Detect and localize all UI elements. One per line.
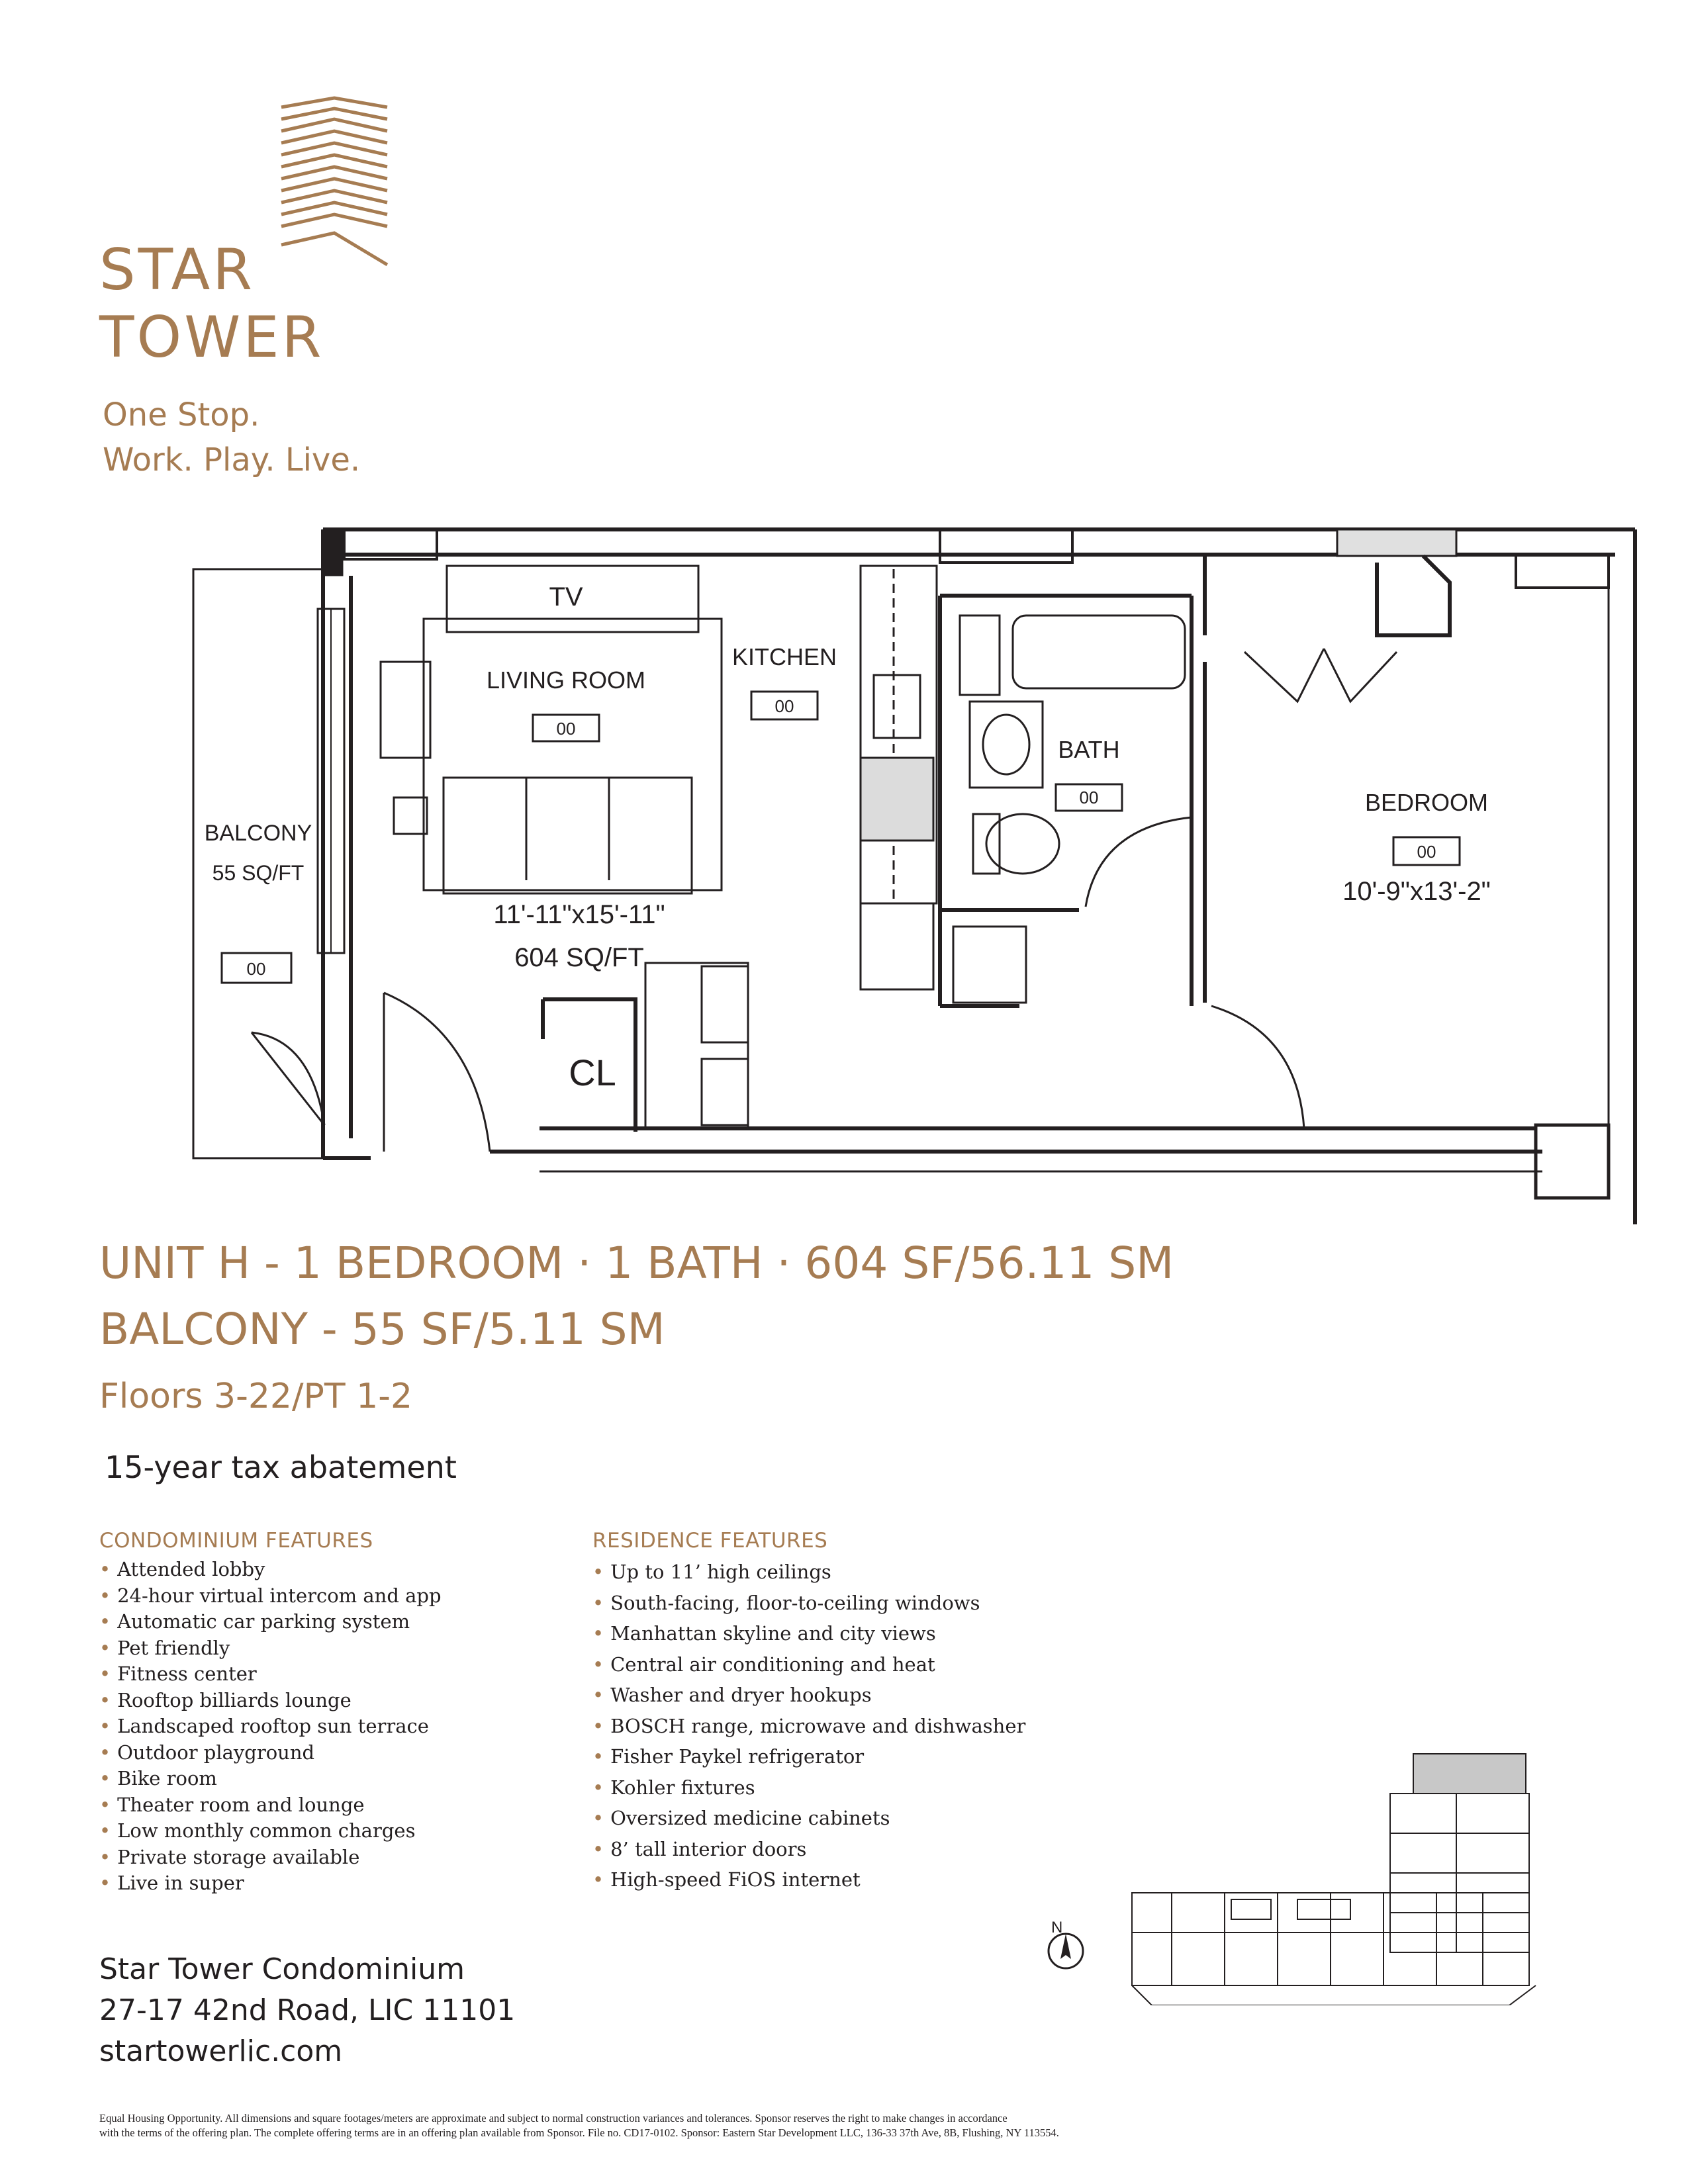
feature-item (592, 1772, 1025, 1803)
feature-item (592, 1711, 1025, 1742)
bath-code: 00 (1079, 788, 1099, 807)
residence-features-list (592, 1557, 1025, 1895)
feature-item (99, 1661, 442, 1688)
bullet-icon: • (99, 1715, 111, 1737)
balcony-code: 00 (246, 959, 266, 979)
bullet-icon: • (592, 1807, 604, 1829)
bullet-icon: • (592, 1745, 604, 1768)
feature-text: 24-hour virtual intercom and app (117, 1584, 442, 1607)
living-room-label: LIVING ROOM (486, 666, 646, 694)
brand-name-line1: STAR (99, 237, 256, 303)
unit-balcony: BALCONY - 55 SF/5.11 SM (99, 1304, 665, 1355)
address-name: Star Tower Condominium (99, 1952, 465, 1986)
feature-text: Private storage available (117, 1845, 360, 1868)
feature-item (592, 1588, 1025, 1619)
interior-walls (543, 555, 1450, 1132)
feature-text: Washer and dryer hookups (610, 1684, 872, 1706)
website-link[interactable]: startowerlic.com (99, 2034, 343, 2068)
bullet-icon: • (592, 1837, 604, 1860)
bullet-icon: • (592, 1591, 604, 1614)
condominium-features-title: CONDOMINIUM FEATURES (99, 1529, 373, 1553)
bullet-icon: • (99, 1688, 111, 1711)
feature-text: Central air conditioning and heat (610, 1653, 935, 1676)
disclaimer-line1: Equal Housing Opportunity. All dimensions and square footages/meters are approximate and subject to normal construction variances and tolerances. Sponsor reserves the right to make changes in accordance (99, 2112, 1008, 2124)
disclaimer-line2: with the terms of the offering plan. The complete offering terms are in an offering plan available from Sponsor. File no. CD17-0102. Sponsor: Eastern Star Development LLC, 136-33 37th Ave, 8B, Flushing, NY 113554. (99, 2126, 1059, 2139)
closet-label: CL (569, 1052, 616, 1093)
unit-title: UNIT H - 1 BEDROOM · 1 BATH · 604 SF/56.11 SM (99, 1238, 1174, 1289)
living-room-area: 604 SQ/FT (514, 943, 644, 972)
feature-text: Pet friendly (117, 1636, 230, 1659)
feature-item (592, 1864, 1025, 1895)
bullet-icon: • (99, 1767, 111, 1790)
unit-floors: Floors 3-22/PT 1-2 (99, 1377, 413, 1416)
feature-item (99, 1688, 442, 1714)
feature-item (592, 1618, 1025, 1649)
brand-name-line2: TOWER (99, 304, 324, 371)
bath-label: BATH (1058, 736, 1120, 763)
feature-text: Attended lobby (117, 1558, 265, 1580)
feature-text: Landscaped rooftop sun terrace (117, 1715, 429, 1737)
feature-item (99, 1557, 442, 1583)
bullet-icon: • (99, 1636, 111, 1659)
tv-label: TV (549, 582, 583, 612)
bullet-icon: • (99, 1584, 111, 1607)
feature-item (592, 1557, 1025, 1588)
disclaimer (99, 2111, 1622, 2140)
feature-text: Automatic car parking system (117, 1610, 410, 1633)
feature-text: Live in super (117, 1872, 244, 1894)
kitchen-code: 00 (774, 696, 794, 716)
bullet-icon: • (99, 1741, 111, 1764)
feature-text: Outdoor playground (117, 1741, 315, 1764)
tax-abatement: 15-year tax abatement (105, 1449, 457, 1485)
feature-text: South-facing, floor-to-ceiling windows (610, 1591, 980, 1614)
bedroom-label: BEDROOM (1364, 789, 1489, 816)
feature-text: Manhattan skyline and city views (610, 1622, 936, 1645)
bullet-icon: • (99, 1558, 111, 1580)
bullet-icon: • (592, 1561, 604, 1583)
feature-text: Fisher Paykel refrigerator (610, 1745, 865, 1768)
feature-text: BOSCH range, microwave and dishwasher (610, 1714, 1026, 1737)
feature-item (592, 1649, 1025, 1680)
feature-item (592, 1803, 1025, 1834)
key-plan (1033, 1741, 1602, 2005)
balcony-label: BALCONY (204, 821, 312, 846)
bullet-icon: • (99, 1662, 111, 1685)
bullet-icon: • (99, 1872, 111, 1894)
feature-item (99, 1740, 442, 1766)
feature-item (99, 1713, 442, 1740)
condominium-features-list (99, 1557, 442, 1897)
bullet-icon: • (592, 1868, 604, 1891)
bullet-icon: • (592, 1684, 604, 1706)
feature-text: Low monthly common charges (117, 1819, 416, 1842)
bath-fixtures (953, 615, 1185, 1003)
feature-item (99, 1818, 442, 1844)
feature-item (592, 1834, 1025, 1865)
feature-text: Up to 11’ high ceilings (610, 1561, 831, 1583)
kitchen-counters (861, 566, 937, 989)
bullet-icon: • (592, 1653, 604, 1676)
feature-text: Oversized medicine cabinets (610, 1807, 890, 1829)
feature-item (99, 1792, 442, 1819)
tagline-line2: Work. Play. Live. (103, 441, 361, 478)
feature-item (99, 1635, 442, 1662)
bullet-icon: • (99, 1610, 111, 1633)
feature-text: Theater room and lounge (117, 1793, 365, 1816)
feature-item (99, 1844, 442, 1871)
bullet-icon: • (592, 1776, 604, 1799)
bullet-icon: • (99, 1819, 111, 1842)
tagline-line1: One Stop. (103, 396, 260, 433)
bullet-icon: • (99, 1793, 111, 1816)
feature-text: 8’ tall interior doors (610, 1837, 807, 1860)
residence-features-title: RESIDENCE FEATURES (592, 1529, 828, 1553)
living-room-dimensions: 11'-11"x15'-11" (493, 900, 665, 929)
feature-item (592, 1741, 1025, 1772)
bullet-icon: • (99, 1845, 111, 1868)
feature-text: Fitness center (117, 1662, 257, 1685)
feature-item (99, 1583, 442, 1610)
feature-text: Bike room (117, 1767, 217, 1790)
living-room-code: 00 (556, 719, 576, 739)
address-street: 27-17 42nd Road, LIC 11101 (99, 1993, 516, 2027)
bedroom-dimensions: 10'-9"x13'-2" (1342, 877, 1491, 906)
feature-item (99, 1609, 442, 1635)
compass-icon (1049, 1919, 1083, 1968)
feature-item (592, 1680, 1025, 1711)
bedroom-code: 00 (1417, 842, 1436, 862)
bullet-icon: • (592, 1714, 604, 1737)
bullet-icon: • (592, 1622, 604, 1645)
living-furniture (381, 566, 748, 1128)
kitchen-label: KITCHEN (731, 643, 837, 670)
balcony-area: 55 SQ/FT (212, 861, 305, 885)
feature-item (99, 1870, 442, 1897)
compass-north-label: N (1051, 1919, 1063, 1936)
feature-text: High-speed FiOS internet (610, 1868, 861, 1891)
feature-item (99, 1766, 442, 1792)
feature-text: Kohler fixtures (610, 1776, 755, 1799)
feature-text: Rooftop billiards lounge (117, 1688, 352, 1711)
